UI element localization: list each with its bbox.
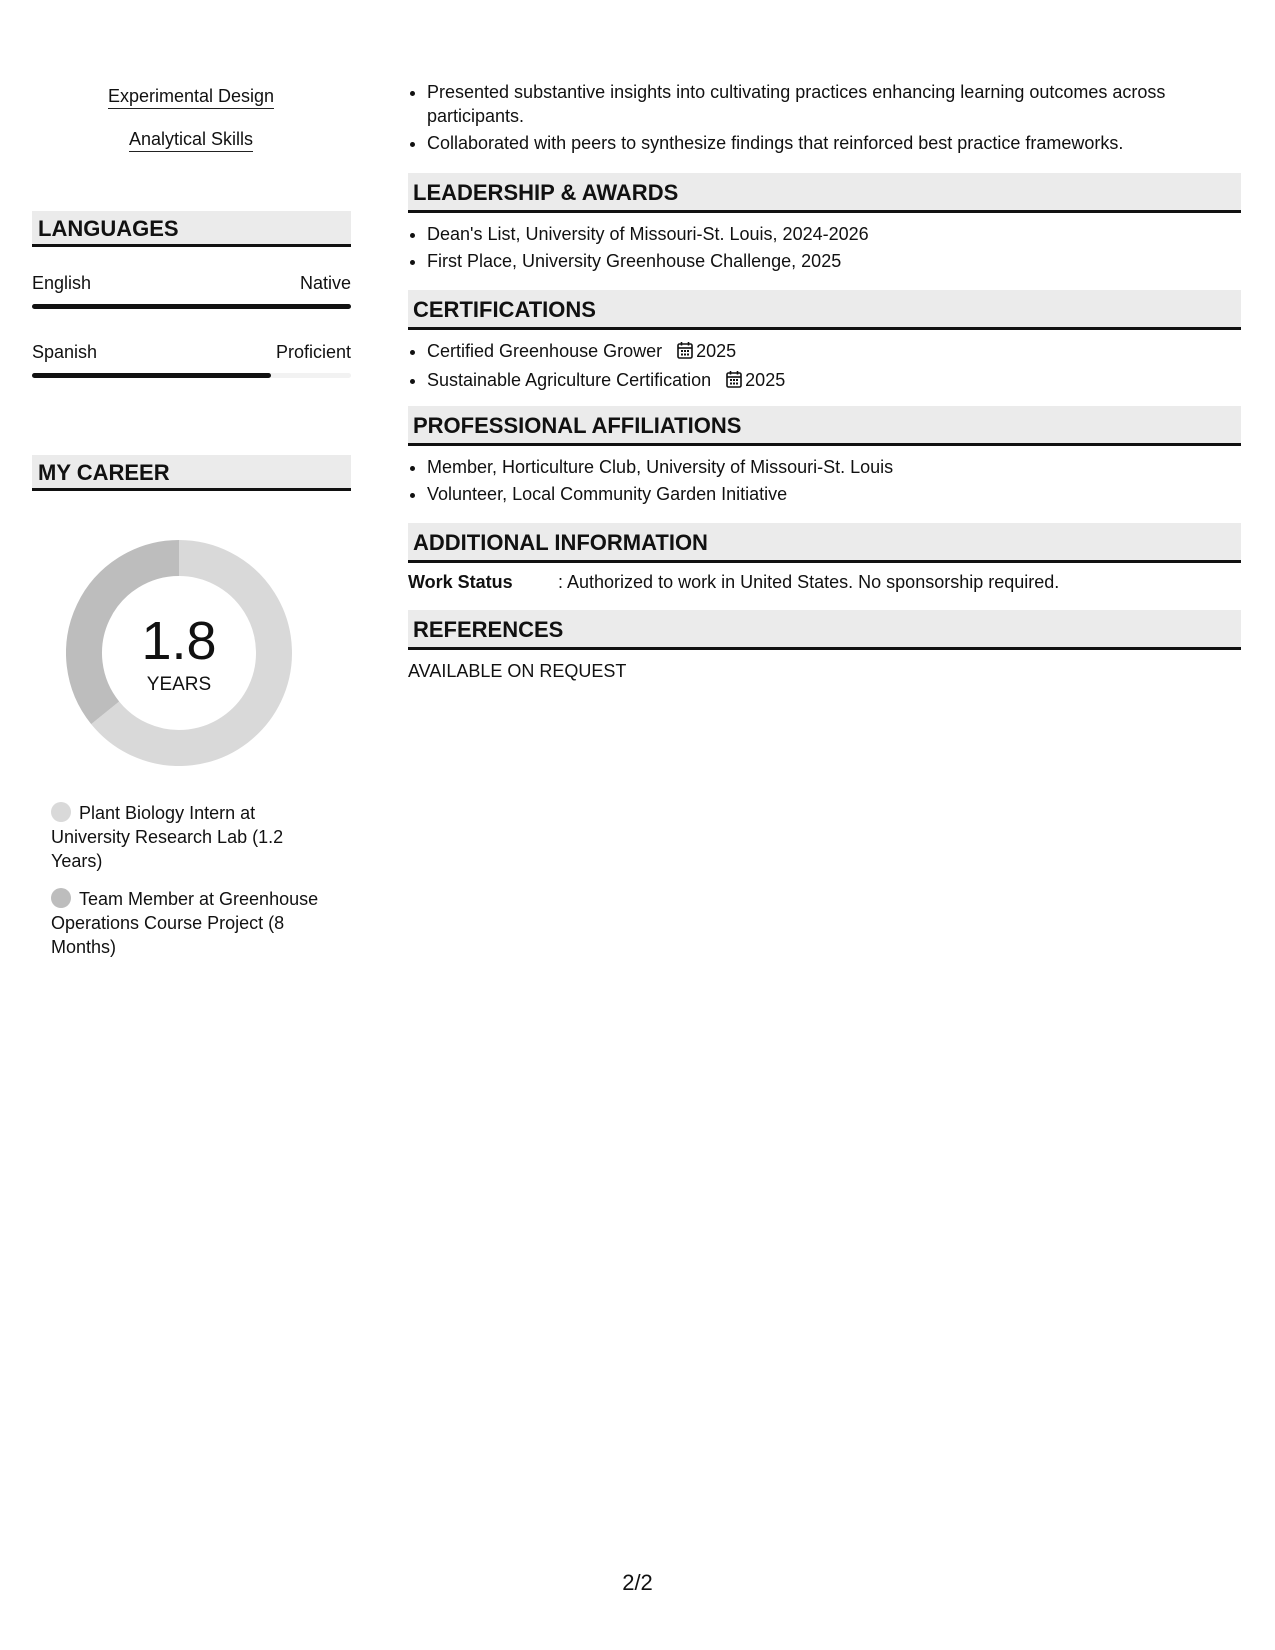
leadership-heading: LEADERSHIP & AWARDS [408,173,1241,213]
certifications-list [408,339,1260,397]
calendar-icon [726,370,742,394]
certifications-heading: CERTIFICATIONS [408,290,1241,330]
affiliations-heading: PROFESSIONAL AFFILIATIONS [408,406,1241,446]
legend-dot [51,802,71,822]
languages-heading: LANGUAGES [32,211,351,247]
language-bar [32,373,351,378]
additional-info-heading: ADDITIONAL INFORMATION [408,523,1241,563]
list-item: • Collaborated with peers to synthesize findings that reinforced best practice frameworks. [427,131,1260,155]
list-item: • Volunteer, Local Community Garden Initiative [427,482,1260,506]
work-status-value: : Authorized to work in United States. No sponsorship required. [558,572,1060,592]
certification-name: Sustainable Agriculture Certification [427,370,712,390]
list-item: • Member, Horticulture Club, University of Missouri-St. Louis [427,455,1260,479]
language-name: English [32,273,92,293]
career-item-text: Plant Biology Intern at University Research Lab (1.2 Years) [51,803,284,871]
language-row [32,273,351,294]
career-unit: YEARS [146,674,212,695]
certification-year: 2025 [745,370,786,390]
experience-bullet-list [408,80,1260,158]
list-item: • Dean's List, University of Missouri-St. Louis, 2024-2026 [427,222,1260,246]
language-row [32,342,351,363]
language-bar-fill [32,373,271,378]
language-bar-fill [32,304,351,309]
career-total: 1.8 [141,611,217,671]
skill-tag: Experimental Design [32,86,350,107]
certification-name: Certified Greenhouse Grower [427,341,663,361]
page-number: 2/2 [622,1570,653,1595]
language-name: Spanish [32,342,98,362]
career-item-text: Team Member at Greenhouse Operations Course Project (8 Months) [51,889,319,957]
language-level: Proficient [275,342,351,362]
career-item [51,887,321,959]
work-status-label: Work Status [408,572,513,592]
references-text: AVAILABLE ON REQUEST [408,661,627,681]
list-item: • First Place, University Greenhouse Challenge, 2025 [427,249,1260,273]
career-heading: MY CAREER [32,455,351,491]
list-item [427,339,1260,365]
language-level: Native [299,273,351,293]
affiliations-list [408,455,1260,509]
skill-tag: Analytical Skills [32,129,350,150]
list-item [427,368,1260,394]
references-heading: REFERENCES [408,610,1241,650]
career-item [51,801,321,873]
leadership-list [408,222,1260,276]
calendar-icon [677,341,693,365]
list-item: • Presented substantive insights into cultivating practices enhancing learning outcomes across participants. [427,80,1260,128]
certification-year: 2025 [696,341,737,361]
language-bar [32,304,351,309]
legend-dot [51,888,71,908]
